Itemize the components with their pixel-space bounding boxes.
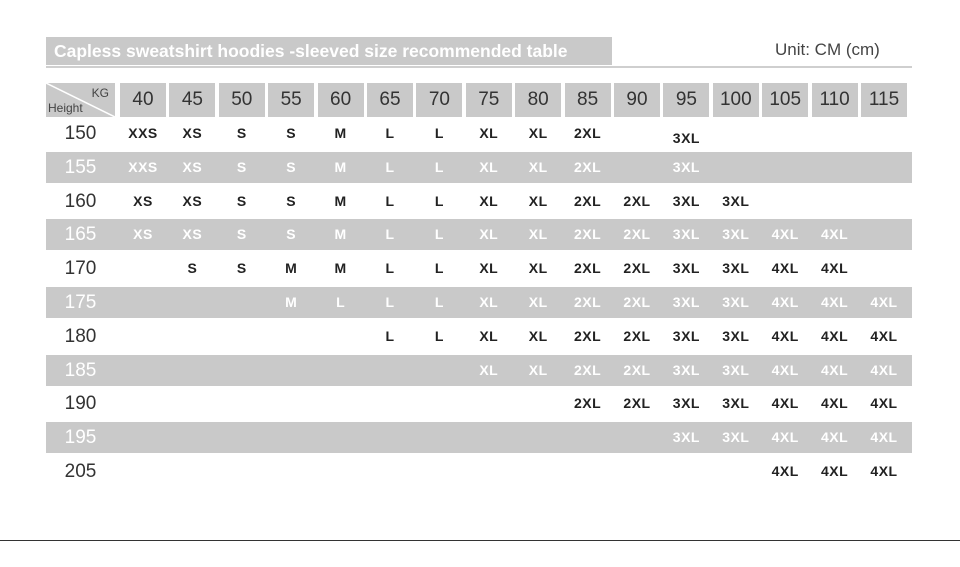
size-cell: S (236, 226, 247, 243)
weight-header: 110 (812, 83, 858, 117)
height-label: 205 (64, 461, 97, 482)
size-cell: 2XL (574, 361, 602, 378)
size-cell: 3XL (722, 226, 750, 243)
corner-height-label: Height (48, 101, 83, 115)
size-cell: XL (479, 260, 499, 277)
weight-header: 75 (466, 83, 512, 117)
size-cell: 3XL (672, 294, 700, 310)
size-cell: 4XL (771, 395, 799, 412)
size-cell: XL (479, 294, 499, 310)
unit-label: Unit: CM (cm) (775, 40, 880, 59)
size-cell: 3XL (722, 395, 750, 412)
size-cell: 4XL (870, 361, 898, 378)
size-cell: 2XL (623, 192, 651, 209)
size-cell: XL (528, 294, 548, 310)
size-cell: L (385, 125, 395, 141)
height-label: 175 (64, 292, 97, 313)
corner-header (46, 83, 115, 117)
size-cell: XS (182, 158, 203, 175)
height-label: 150 (64, 123, 97, 144)
weight-header: 80 (515, 83, 561, 117)
size-cell: 4XL (870, 395, 898, 412)
size-cell: L (385, 294, 395, 310)
size-cell: L (434, 260, 444, 277)
weight-header: 55 (268, 83, 314, 117)
size-cell: L (385, 158, 395, 175)
height-label: 180 (64, 325, 97, 347)
size-cell: 4XL (821, 226, 849, 243)
weight-header: 50 (219, 83, 265, 117)
size-cell: L (385, 327, 395, 344)
size-cell: M (334, 158, 347, 175)
size-cell: 2XL (623, 260, 651, 277)
size-cell: 2XL (574, 226, 602, 243)
size-cell: 2XL (574, 125, 602, 141)
size-cell: 3XL (722, 429, 750, 446)
size-cell: 4XL (821, 395, 849, 412)
size-cell: 4XL (821, 260, 849, 277)
size-cell: 3XL (722, 192, 750, 209)
size-cell: XXS (128, 125, 158, 141)
size-cell: L (434, 192, 444, 209)
title-underline (46, 66, 912, 68)
size-cell: L (385, 226, 395, 243)
size-cell: M (334, 192, 347, 209)
size-cell: M (334, 125, 347, 141)
weight-header: 90 (614, 83, 660, 117)
weight-header: 105 (762, 83, 808, 117)
size-cell: XL (528, 158, 548, 175)
size-cell: 3XL (722, 294, 750, 310)
size-cell: L (434, 327, 444, 344)
size-cell: XS (133, 226, 153, 243)
size-cell: 3XL (722, 260, 750, 277)
size-cell: XS (182, 125, 203, 141)
height-label: 190 (64, 393, 97, 415)
size-cell: XL (528, 192, 548, 209)
size-cell: 4XL (870, 429, 898, 446)
size-cell: 3XL (722, 327, 750, 344)
size-cell: 3XL (672, 158, 700, 175)
size-cell: M (285, 260, 298, 277)
size-cell: XXS (128, 158, 158, 175)
size-cell: 4XL (771, 463, 799, 479)
size-cell: L (385, 192, 395, 209)
weight-header: 65 (367, 83, 413, 117)
size-cell: 4XL (821, 429, 849, 446)
height-label: 170 (64, 258, 97, 280)
size-cell: 4XL (821, 294, 849, 310)
size-cell: L (434, 158, 444, 175)
size-cell: 3XL (672, 429, 700, 446)
size-cell: 2XL (623, 226, 651, 243)
size-cell: 3XL (722, 361, 750, 378)
size-cell: 3XL (672, 226, 700, 243)
size-cell: 4XL (870, 327, 898, 344)
height-label: 195 (64, 427, 97, 449)
size-cell: M (285, 294, 298, 310)
size-cell: 3XL (672, 361, 700, 378)
size-cell: M (334, 260, 347, 277)
size-cell: 2XL (574, 294, 602, 310)
size-cell: S (236, 260, 247, 277)
size-cell: L (434, 226, 444, 243)
size-cell: XL (479, 327, 499, 344)
size-cell: 2XL (574, 327, 602, 344)
corner-kg-label: KG (91, 86, 109, 100)
weight-header: 85 (565, 83, 611, 117)
weight-header: 40 (120, 83, 166, 117)
weight-header: 115 (861, 83, 907, 117)
size-cell: 4XL (821, 463, 849, 479)
height-label: 185 (64, 359, 97, 381)
size-cell: S (286, 125, 297, 141)
size-cell: 3XL (672, 130, 700, 146)
size-cell: 4XL (771, 226, 799, 243)
size-cell: XL (479, 125, 499, 141)
height-label: 160 (64, 190, 97, 212)
size-cell: XS (182, 192, 203, 209)
bottom-divider (0, 540, 960, 541)
weight-header: 45 (169, 83, 215, 117)
size-cell: 2XL (623, 294, 651, 310)
size-cell: XL (479, 226, 499, 243)
size-cell: 4XL (870, 463, 898, 479)
size-cell: 4XL (771, 327, 799, 344)
size-cell: 4XL (771, 361, 799, 378)
size-cell: L (434, 294, 444, 310)
size-cell: XL (528, 226, 548, 243)
size-cell: 2XL (574, 192, 602, 209)
size-cell: M (334, 226, 347, 243)
size-cell: 2XL (574, 395, 602, 412)
weight-header: 60 (318, 83, 364, 117)
size-cell: 3XL (672, 327, 700, 344)
size-cell: 2XL (574, 260, 602, 277)
size-cell: 3XL (672, 192, 700, 209)
size-cell: L (434, 125, 444, 141)
weight-header: 70 (416, 83, 462, 117)
size-cell: 4XL (870, 294, 898, 310)
table-title: Capless sweatshirt hoodies -sleeved size recommended table (46, 37, 612, 65)
size-cell: 4XL (821, 327, 849, 344)
size-cell: 4XL (771, 294, 799, 310)
weight-header: 100 (713, 83, 759, 117)
size-cell: 2XL (574, 158, 602, 175)
size-cell: L (336, 294, 346, 310)
height-label: 165 (64, 224, 97, 246)
size-cell: XL (528, 260, 548, 277)
size-cell: 2XL (623, 327, 651, 344)
size-cell: XL (528, 327, 548, 344)
size-cell: S (236, 192, 247, 209)
size-cell: 4XL (771, 260, 799, 277)
size-cell: 3XL (672, 395, 700, 412)
height-label: 155 (64, 156, 97, 178)
size-cell: XL (479, 158, 499, 175)
size-cell: S (286, 192, 297, 209)
size-cell: S (286, 226, 297, 243)
size-cell: XS (182, 226, 203, 243)
size-cell: S (236, 125, 247, 141)
size-cell: 4XL (821, 361, 849, 378)
size-cell: 2XL (623, 395, 651, 412)
size-cell: S (286, 158, 297, 175)
size-cell: S (236, 158, 247, 175)
size-cell: L (385, 260, 395, 277)
weight-header: 95 (663, 83, 709, 117)
size-cell: XL (528, 125, 548, 141)
size-cell: S (187, 260, 198, 277)
size-cell: 2XL (623, 361, 651, 378)
size-cell: XL (479, 361, 499, 378)
size-cell: XS (133, 192, 153, 209)
size-cell: 3XL (672, 260, 700, 277)
size-cell: 4XL (771, 429, 799, 446)
size-cell: XL (528, 361, 548, 378)
size-cell: XL (479, 192, 499, 209)
